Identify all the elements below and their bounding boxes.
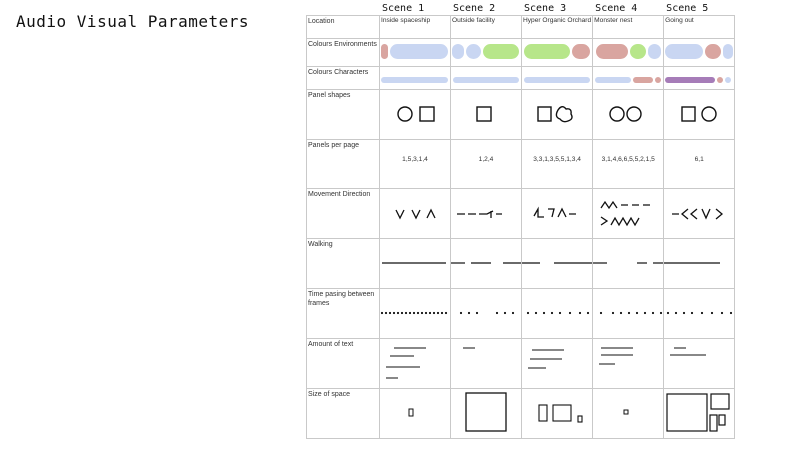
scene-5-column: [664, 3, 735, 39]
text-lines-sketch: [522, 339, 592, 388]
movement-sketch: [593, 189, 663, 238]
text-lines-sketch: [593, 339, 663, 388]
row-label-panels-per-page: Panels per page: [307, 140, 380, 189]
panels-per-page-value: 3,1,4,6,6,5,5,2,1,5: [601, 156, 655, 163]
colour-swatches: [522, 39, 592, 66]
scene-2-location: Outside facility: [452, 17, 495, 24]
shape-sketch: [664, 90, 734, 139]
colour-swatches: [593, 39, 663, 66]
row-label-amount-of-text: Amount of text: [307, 339, 380, 389]
shape-sketch: [380, 90, 450, 139]
movement-scene-5: [664, 189, 735, 239]
colour-swatches: [593, 67, 663, 89]
time-scene-4: [593, 289, 664, 339]
scene-3-column: [522, 3, 593, 39]
panel-shapes-scene-1: [380, 90, 451, 140]
panels-per-page-value: 1,5,3,1,4: [402, 156, 428, 163]
colour-swatches: [664, 67, 734, 89]
row-movement-direction: [307, 189, 735, 239]
row-label-colours-characters: Colours Characters: [307, 67, 380, 90]
walking-scene-5: [664, 239, 735, 289]
env-colours-scene-4: [593, 39, 664, 67]
shape-sketch: [451, 90, 521, 139]
env-colours-scene-2: [451, 39, 522, 67]
time-scene-2: [451, 289, 522, 339]
row-label-location: Location: [307, 16, 380, 39]
char-colours-scene-4: [593, 67, 664, 90]
row-label-walking: Walking: [307, 239, 380, 289]
text-amount-scene-1: [380, 339, 451, 389]
text-lines-sketch: [451, 339, 521, 388]
row-panel-shapes: [307, 90, 735, 140]
env-colours-scene-3: [522, 39, 593, 67]
panel-shapes-scene-4: [593, 90, 664, 140]
colour-swatches: [664, 39, 734, 66]
char-colours-scene-5: [664, 67, 735, 90]
char-colours-scene-2: [451, 67, 522, 90]
time-dots: [593, 289, 663, 338]
movement-scene-4: [593, 189, 664, 239]
panels-scene-1: [380, 140, 451, 189]
scene-4-header: Scene 4: [595, 3, 638, 14]
colour-swatches: [451, 39, 521, 66]
colour-swatches: [380, 67, 450, 89]
walking-sketch: [522, 239, 592, 288]
panel-shapes-scene-2: [451, 90, 522, 140]
walking-sketch: [380, 239, 450, 288]
row-label-movement-direction: Movement Direction: [307, 189, 380, 239]
walking-sketch: [593, 239, 663, 288]
walking-scene-2: [451, 239, 522, 289]
text-lines-sketch: [664, 339, 734, 388]
scene-1-location: Inside spaceship: [381, 17, 431, 24]
colour-swatches: [451, 67, 521, 89]
row-location: [307, 16, 735, 39]
row-size-of-space: [307, 389, 735, 439]
scene-5-location: Going out: [665, 17, 694, 24]
panels-per-page-value: 3,3,1,3,5,5,1,3,4: [533, 156, 581, 163]
env-colours-scene-1: [380, 39, 451, 67]
parameters-table: [306, 3, 735, 439]
text-amount-scene-3: [522, 339, 593, 389]
space-sketch: [593, 389, 663, 438]
row-label-panel-shapes: Panel shapes: [307, 90, 380, 140]
panel-shapes-scene-5: [664, 90, 735, 140]
panels-per-page-value: 1,2,4: [478, 156, 494, 163]
space-sketch: [664, 389, 734, 438]
time-scene-3: [522, 289, 593, 339]
movement-scene-3: [522, 189, 593, 239]
scene-4-location: Monster nest: [594, 17, 633, 24]
space-size-scene-4: [593, 389, 664, 439]
walking-sketch: [451, 239, 521, 288]
panels-scene-4: [593, 140, 664, 189]
space-sketch: [522, 389, 592, 438]
movement-scene-1: [380, 189, 451, 239]
time-dots: [522, 289, 592, 338]
movement-sketch: [664, 189, 734, 238]
row-label-colours-environments: Colours Environments: [307, 39, 380, 67]
char-colours-scene-1: [380, 67, 451, 90]
walking-scene-3: [522, 239, 593, 289]
time-dots: [664, 289, 734, 338]
scene-1-header: Scene 1: [382, 3, 425, 14]
movement-sketch: [380, 189, 450, 238]
time-dots: [451, 289, 521, 338]
space-size-scene-3: [522, 389, 593, 439]
row-panels-per-page: [307, 140, 735, 189]
scene-5-header: Scene 5: [666, 3, 709, 14]
walking-scene-1: [380, 239, 451, 289]
scene-3-header: Scene 3: [524, 3, 567, 14]
panels-per-page-value: 6,1: [694, 156, 704, 163]
movement-sketch: [451, 189, 521, 238]
panels-scene-2: [451, 140, 522, 189]
row-colours-environments: [307, 39, 735, 67]
space-size-scene-1: [380, 389, 451, 439]
time-scene-5: [664, 289, 735, 339]
row-amount-of-text: [307, 339, 735, 389]
colour-swatches: [522, 67, 592, 89]
row-time-passing: [307, 289, 735, 339]
scene-2-header: Scene 2: [453, 3, 496, 14]
scene-1-column: [380, 3, 451, 39]
text-amount-scene-5: [664, 339, 735, 389]
movement-scene-2: [451, 189, 522, 239]
colour-swatches: [380, 39, 450, 66]
space-size-scene-5: [664, 389, 735, 439]
space-size-scene-2: [451, 389, 522, 439]
scene-2-column: [451, 3, 522, 39]
scene-4-column: [593, 3, 664, 39]
panels-scene-5: [664, 140, 735, 189]
text-amount-scene-4: [593, 339, 664, 389]
space-sketch: [451, 389, 521, 438]
walking-scene-4: [593, 239, 664, 289]
space-sketch: [380, 389, 450, 438]
row-label-time-passing: Time pasing between frames: [307, 289, 380, 339]
row-colours-characters: [307, 67, 735, 90]
shape-sketch: [522, 90, 592, 139]
movement-sketch: [522, 189, 592, 238]
panels-scene-3: [522, 140, 593, 189]
page-title: Audio Visual Parameters: [16, 12, 250, 31]
env-colours-scene-5: [664, 39, 735, 67]
panel-shapes-scene-3: [522, 90, 593, 140]
row-walking: [307, 239, 735, 289]
scene-3-location: Hyper Organic Orchard: [523, 17, 592, 24]
time-dots: [380, 289, 450, 338]
walking-sketch: [664, 239, 734, 288]
text-lines-sketch: [380, 339, 450, 388]
char-colours-scene-3: [522, 67, 593, 90]
time-scene-1: [380, 289, 451, 339]
row-label-size-of-space: Size of space: [307, 389, 380, 439]
shape-sketch: [593, 90, 663, 139]
text-amount-scene-2: [451, 339, 522, 389]
